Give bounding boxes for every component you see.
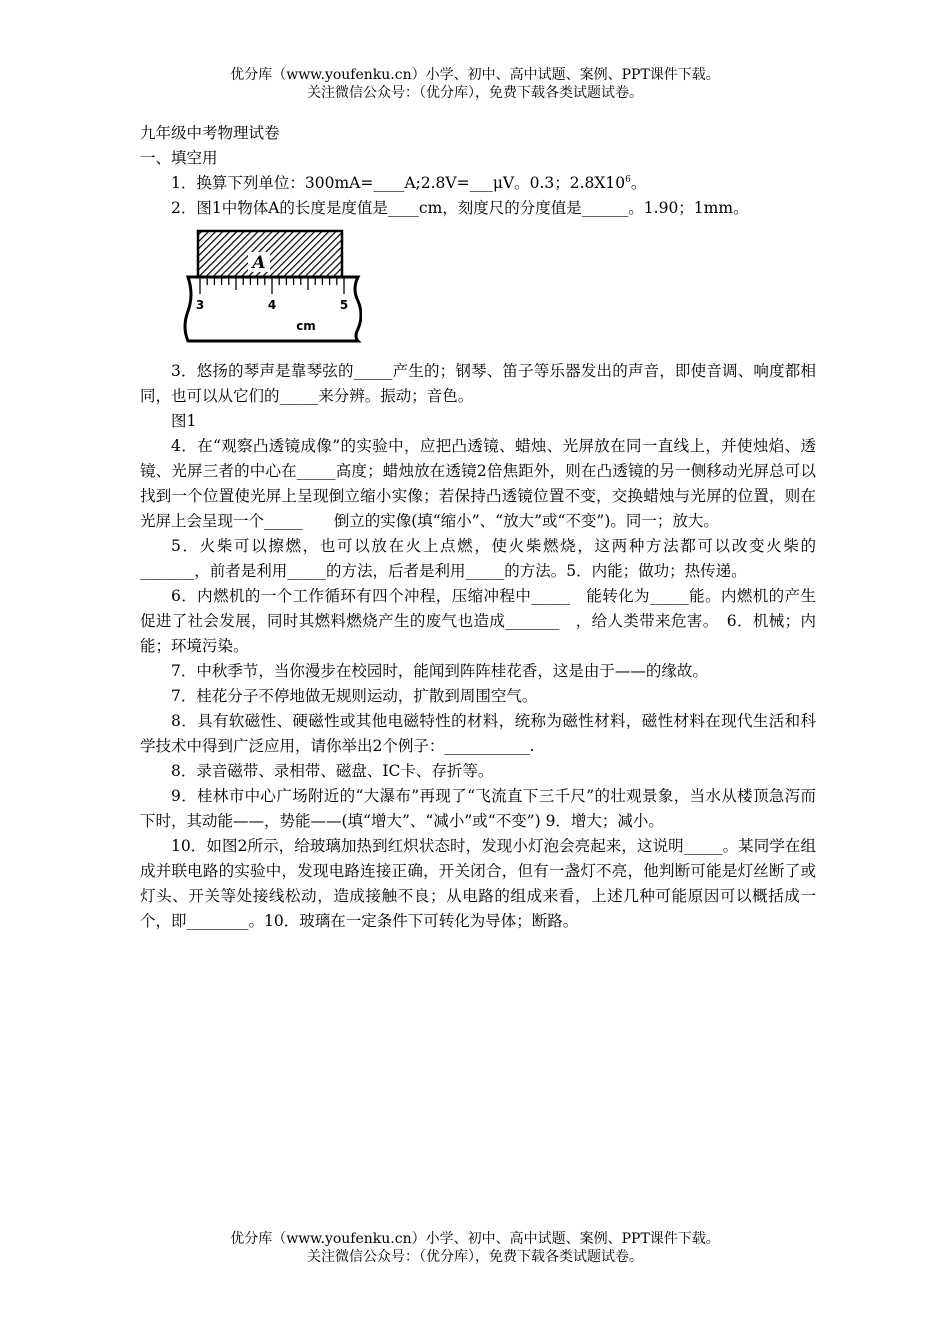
question-9: 9．桂林市中心广场附近的“大瀑布”再现了“飞流直下三千尺”的壮观景象，当水从楼顶急泻而下时，其动能——，势能——(填“增大”、“减小”或“不变”) 9．增大；减小。 (140, 787, 816, 830)
question-2: 2．图1中物体A的长度是度值是____cm，刻度尺的分度值是______。1.90；1mm。 (171, 199, 749, 217)
question-1-text: 1．换算下列单位：300mA=____A;2.8V=___μV。0.3；2.8X10 (171, 174, 626, 192)
doc-title: 九年级中考物理试卷 (140, 124, 280, 142)
ruler-figure (182, 229, 362, 345)
question-1-exponent: 6 (625, 174, 631, 185)
page-footer (0, 1230, 950, 1266)
section-heading: 一、填空用 (140, 149, 218, 167)
question-6: 6．内燃机的一个工作循环有四个冲程，压缩冲程中_____ 能转化为_____能。内燃机的产生促进了社会发展，同时其燃料燃烧产生的废气也造成_______ ，给人类带来危害。 6．机械；内能；环境污染。 (140, 587, 816, 655)
object-a-label: A (252, 253, 266, 273)
question-5: 5．火柴可以擦燃，也可以放在火上点燃，使火柴燃烧，这两种方法都可以改变火柴的_______，前者是利用_____的方法，后者是利用_____的方法。5．内能；做功；热传递。 (140, 537, 816, 580)
page-header (0, 66, 950, 102)
question-8: 8．具有软磁性、硬磁性或其他电磁特性的材料，统称为磁性材料，磁性材料在现代生活和科学技术中得到广泛应用，请你举出2个例子：___________. (140, 712, 816, 755)
header-line-2: 关注微信公众号：（优分库），免费下载各类试题试卷。 (307, 85, 643, 101)
question-1 (140, 171, 816, 196)
footer-line-1: 优分库（www.youfenku.cn）小学、初中、高中试题、案例、PPT课件下载。 (230, 1231, 720, 1247)
ruler-unit: cm (296, 319, 316, 333)
footer-line-2: 关注微信公众号：（优分库），免费下载各类试题试卷。 (307, 1249, 643, 1265)
answer-8: 8．录音磁带、录相带、磁盘、IC卡、存折等。 (171, 762, 494, 780)
header-line-1: 优分库（www.youfenku.cn）小学、初中、高中试题、案例、PPT课件下载。 (230, 67, 720, 83)
question-3: 3．悠扬的琴声是靠琴弦的_____产生的；钢琴、笛子等乐器发出的声音，即使音调、响度都相同，也可以从它们的_____来分辨。振动；音色。 (140, 362, 816, 405)
question-4: 4．在“观察凸透镜成像”的实验中，应把凸透镜、蜡烛、光屏放在同一直线上，并使烛焰、透镜、光屏三者的中心在_____高度；蜡烛放在透镜2倍焦距外，则在凸透镜的另一侧移动光屏总可以找到一个位置使光屏上呈现倒立缩小实像；若保持凸透镜位置不变，交换蜡烛与光屏的位置，则在光屏上会呈现一个_____ 倒立的实像(填“缩小”、“放大”或“不变”)。同一；放大。 (140, 437, 816, 530)
question-7: 7．中秋季节，当你漫步在校园时，能闻到阵阵桂花香，这是由于——的缘故。 (171, 662, 708, 680)
document-body (140, 121, 816, 934)
question-1-tail: 。 (630, 174, 647, 192)
question-10: 10．如图2所示，给玻璃加热到红炽状态时，发现小灯泡会亮起来，这说明_____。某同学在组成并联电路的实验中，发现电路连接正确，开关闭合，但有一盏灯不亮，他判断可能是灯丝断了或灯头、开关等处接线松动，造成接触不良；从电路的组成来看，上述几种可能原因可以概括成一个，即________。10．玻璃在一定条件下可转化为导体；断路。 (140, 837, 816, 930)
ruler-number-5: 5 (339, 298, 349, 312)
ruler-number-3: 3 (195, 298, 205, 312)
figure-caption: 图1 (171, 412, 197, 430)
ruler-number-4: 4 (267, 298, 277, 312)
answer-7: 7．桂花分子不停地做无规则运动，扩散到周围空气。 (171, 687, 538, 705)
